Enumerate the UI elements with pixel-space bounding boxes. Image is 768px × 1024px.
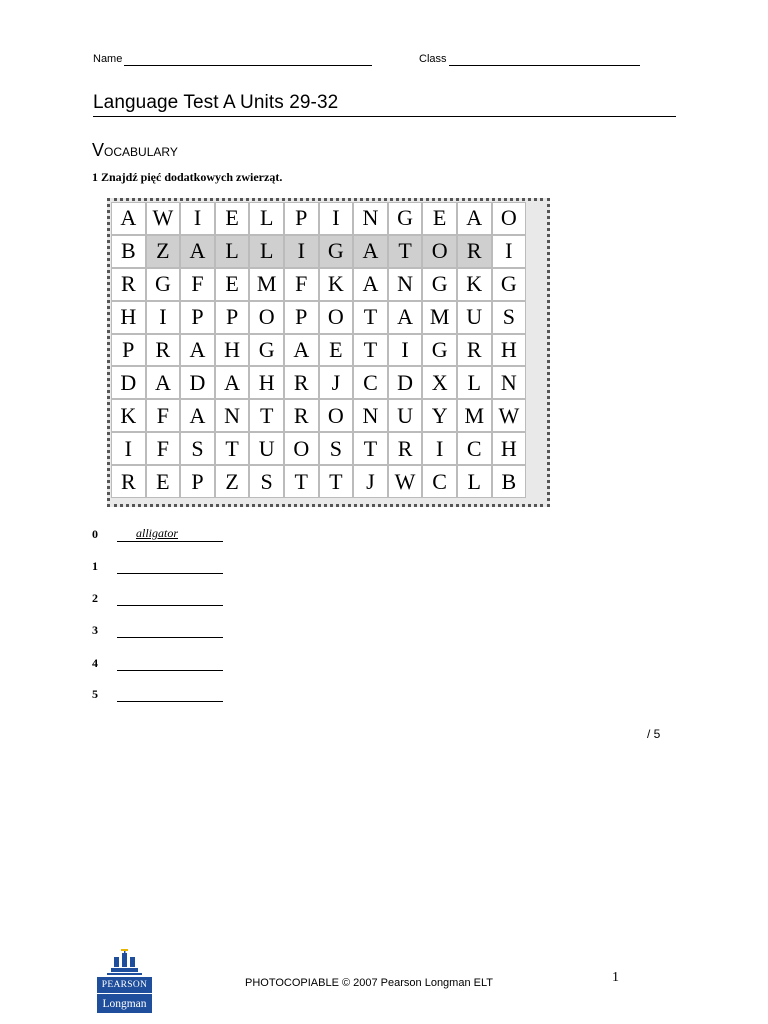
answer-number-4: 4 [92, 656, 98, 670]
answer-number-5: 5 [92, 687, 98, 701]
grid-cell: I [146, 301, 181, 334]
grid-cell: I [180, 202, 215, 235]
grid-cell: A [353, 235, 388, 268]
grid-cell: P [284, 301, 319, 334]
grid-cell: R [388, 432, 423, 465]
grid-cell: T [353, 432, 388, 465]
grid-cell: D [180, 366, 215, 399]
ship-icon [97, 947, 152, 977]
grid-cell: C [457, 432, 492, 465]
grid-cell: H [111, 301, 146, 334]
grid-cell: T [249, 399, 284, 432]
grid-cell: E [215, 268, 250, 301]
grid-cell: A [457, 202, 492, 235]
grid-cell: S [249, 465, 284, 498]
footer-copyright: PHOTOCOPIABLE © 2007 Pearson Longman ELT [245, 977, 493, 989]
grid-cell: P [180, 301, 215, 334]
grid-cell: F [180, 268, 215, 301]
grid-cell: S [180, 432, 215, 465]
grid-cell: A [146, 366, 181, 399]
grid-cell: C [353, 366, 388, 399]
grid-cell: R [146, 334, 181, 367]
grid-cell: O [249, 301, 284, 334]
grid-cell: B [111, 235, 146, 268]
grid-cell: R [284, 366, 319, 399]
grid-cell: Z [146, 235, 181, 268]
grid-cell: L [249, 235, 284, 268]
exercise-instruction: 1 Znajdź pięć dodatkowych zwierząt. [92, 170, 283, 184]
grid-cell: S [319, 432, 354, 465]
grid-cell: R [457, 334, 492, 367]
grid-cell: G [422, 334, 457, 367]
grid-cell: H [249, 366, 284, 399]
grid-cell: P [215, 301, 250, 334]
grid-cell: J [353, 465, 388, 498]
grid-cell: N [353, 202, 388, 235]
grid-cell: I [284, 235, 319, 268]
grid-cell: R [284, 399, 319, 432]
grid-cell: M [457, 399, 492, 432]
score-label: / 5 [647, 727, 661, 741]
answer-number-2: 2 [92, 591, 98, 605]
grid-cell: A [111, 202, 146, 235]
grid-cell: K [111, 399, 146, 432]
grid-cell: L [457, 366, 492, 399]
answer-line-1[interactable] [117, 573, 223, 574]
grid-cell: G [146, 268, 181, 301]
grid-cell: I [492, 235, 527, 268]
grid-cell: E [422, 202, 457, 235]
grid-cell: T [319, 465, 354, 498]
grid-cell: F [284, 268, 319, 301]
grid-cell: T [215, 432, 250, 465]
grid-cell: B [492, 465, 527, 498]
grid-cell: I [111, 432, 146, 465]
grid-cell: P [284, 202, 319, 235]
grid-cell: T [284, 465, 319, 498]
grid-cell: W [492, 399, 527, 432]
grid-cell: U [457, 301, 492, 334]
answer-line-2[interactable] [117, 605, 223, 606]
grid-cell: R [457, 235, 492, 268]
grid-cell: A [180, 334, 215, 367]
answer-example [117, 526, 223, 542]
page-number: 1 [612, 970, 619, 985]
grid-cell: A [284, 334, 319, 367]
word-search-grid [111, 202, 526, 498]
grid-cell: I [422, 432, 457, 465]
grid-cell: P [180, 465, 215, 498]
answer-number-3: 3 [92, 623, 98, 637]
answer-number-1: 1 [92, 559, 98, 573]
answer-line-5[interactable] [117, 701, 223, 702]
grid-cell: N [353, 399, 388, 432]
grid-cell: T [353, 334, 388, 367]
grid-cell: I [319, 202, 354, 235]
grid-cell: X [422, 366, 457, 399]
grid-cell: U [388, 399, 423, 432]
grid-cell: S [492, 301, 527, 334]
grid-cell: R [111, 268, 146, 301]
grid-cell: L [249, 202, 284, 235]
grid-cell: T [388, 235, 423, 268]
answer-line-3[interactable] [117, 637, 223, 638]
grid-cell: O [319, 301, 354, 334]
grid-cell: N [215, 399, 250, 432]
grid-cell: A [388, 301, 423, 334]
grid-cell: Z [215, 465, 250, 498]
grid-cell: G [388, 202, 423, 235]
grid-cell: W [146, 202, 181, 235]
grid-cell: W [388, 465, 423, 498]
grid-cell: O [319, 399, 354, 432]
grid-cell: D [111, 366, 146, 399]
grid-cell: A [180, 399, 215, 432]
logo-pearson-text: PEARSON [97, 977, 152, 993]
grid-cell: I [388, 334, 423, 367]
logo-longman-text: Longman [97, 994, 152, 1013]
answer-line-4[interactable] [117, 670, 223, 671]
class-field-line[interactable] [449, 65, 640, 66]
grid-cell: R [111, 465, 146, 498]
grid-cell: O [422, 235, 457, 268]
section-heading-initial: V [92, 140, 105, 160]
answer-number-0: 0 [92, 527, 98, 541]
section-heading [92, 140, 178, 161]
grid-cell: O [492, 202, 527, 235]
grid-cell: P [111, 334, 146, 367]
grid-cell: G [319, 235, 354, 268]
grid-cell: L [457, 465, 492, 498]
grid-cell: G [492, 268, 527, 301]
name-label: Name [93, 53, 123, 65]
grid-cell: A [180, 235, 215, 268]
grid-cell: E [319, 334, 354, 367]
grid-cell: K [457, 268, 492, 301]
grid-cell: M [249, 268, 284, 301]
grid-cell: J [319, 366, 354, 399]
answer-example-word: alligator [136, 526, 179, 540]
grid-cell: L [215, 235, 250, 268]
grid-cell: T [353, 301, 388, 334]
grid-cell: Y [422, 399, 457, 432]
grid-cell: K [319, 268, 354, 301]
grid-cell: U [249, 432, 284, 465]
grid-cell: F [146, 432, 181, 465]
grid-cell: C [422, 465, 457, 498]
name-field-line[interactable] [124, 65, 372, 66]
class-label: Class [419, 53, 447, 65]
grid-cell: F [146, 399, 181, 432]
title-rule [93, 116, 676, 117]
pearson-longman-logo [97, 947, 152, 1013]
grid-cell: H [492, 432, 527, 465]
page-title: Language Test A Units 29-32 [93, 92, 339, 113]
grid-cell: N [388, 268, 423, 301]
section-heading-rest: OCABULARY [104, 145, 178, 159]
grid-cell: G [249, 334, 284, 367]
grid-cell: G [422, 268, 457, 301]
grid-cell: E [146, 465, 181, 498]
grid-cell: E [215, 202, 250, 235]
grid-cell: A [215, 366, 250, 399]
grid-cell: H [215, 334, 250, 367]
grid-cell: H [492, 334, 527, 367]
grid-cell: A [353, 268, 388, 301]
grid-cell: M [422, 301, 457, 334]
grid-cell: N [492, 366, 527, 399]
grid-cell: D [388, 366, 423, 399]
grid-cell: O [284, 432, 319, 465]
